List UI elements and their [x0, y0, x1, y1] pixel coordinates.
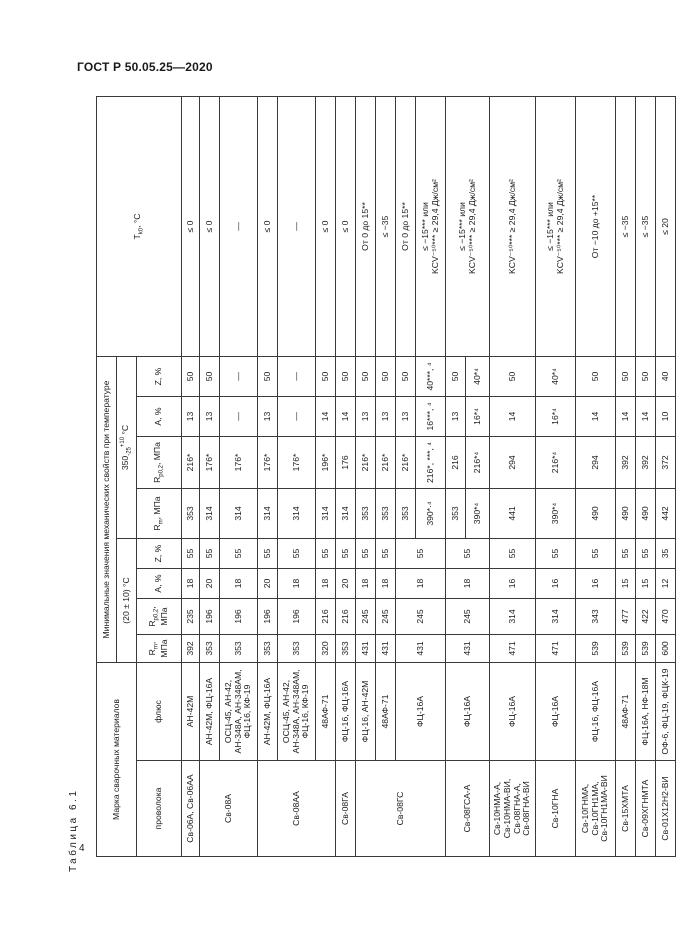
cell-rm350: 314 [258, 489, 278, 539]
header-rp-20 [137, 599, 182, 635]
cell-tk [536, 97, 576, 357]
cell-z20: 35 [656, 539, 676, 569]
cell-a20: 16 [490, 569, 536, 599]
header-tk0-unit: , °С [131, 213, 142, 228]
cell-rp20: 470 [656, 599, 676, 635]
cell-tk: — [220, 97, 258, 357]
header-rm-20-unit: , МПа [146, 639, 170, 658]
cell-rp350: 176* [278, 437, 316, 489]
cell-flux: АН-42М, ФЦ-16А [258, 663, 278, 761]
table-row [220, 97, 258, 857]
cell-z350: 50 [576, 357, 616, 397]
cell-flux: ФЦ-16, ФЦ-16А [576, 663, 616, 761]
header-rp-350-sub: p0,2 [158, 465, 165, 477]
cell-tk: ≤ 0 [316, 97, 336, 357]
cell-rp350: 216* [182, 437, 200, 489]
cell-a350: 13 [182, 397, 200, 437]
cell-rm350: 314 [336, 489, 356, 539]
cell-rm350: 353 [446, 489, 466, 539]
cell-wire: Св-09ХГНМТА [636, 761, 656, 857]
cell-a20: 20 [336, 569, 356, 599]
cell-flux: 48АФ-71 [616, 663, 636, 761]
cell-a350: 14 [576, 397, 616, 437]
cell-rm350: 441 [490, 489, 536, 539]
cell-z350: 50 [200, 357, 220, 397]
cell-tk: KCV⁻⁵⁰*** ≥ 29,4 Дж/см² [490, 97, 536, 357]
cell-tk: От −10 до +15** [576, 97, 616, 357]
cell-tk: ≤ 0 [200, 97, 220, 357]
cell-rm20: 431 [376, 635, 396, 663]
cell-z20: 55 [220, 539, 258, 569]
cell-wire: Св-10НМА-А, Св-10НМА-ВИ, Св-08ГНА-А, Св-08ГНА-ВИ [490, 761, 536, 857]
cell-rp350: 176* [258, 437, 278, 489]
cell-a350: 13 [376, 397, 396, 437]
header-rm-20-sub: m [153, 644, 160, 650]
cell-a20: 18 [356, 569, 376, 599]
cell-rp20: 422 [636, 599, 656, 635]
table-row [278, 97, 316, 857]
cell-rp350: 216 [446, 437, 466, 489]
cell-rp20: 245 [376, 599, 396, 635]
cell-tk: От 0 до 15** [356, 97, 376, 357]
cell-rp20: 196 [278, 599, 316, 635]
cell-rm20: 431 [396, 635, 446, 663]
cell-wire: Св-08ГА [336, 761, 356, 857]
cell-rp20: 245 [396, 599, 446, 635]
cell-tk-line1: ≤ −15*** или [456, 202, 467, 251]
cell-tk: ≤ 0 [258, 97, 278, 357]
table-row [182, 97, 200, 857]
cell-z20: 55 [536, 539, 576, 569]
cell-tk [416, 97, 446, 357]
cell-rm20: 539 [636, 635, 656, 663]
header-z-20: Z, % [137, 539, 182, 569]
cell-tk-line2: KCV⁻⁵⁰*** ≥ 29,4 Дж/см² [466, 179, 477, 274]
cell-z350: — [278, 357, 316, 397]
cell-z350: 50 [182, 357, 200, 397]
cell-z350: 50 [316, 357, 336, 397]
cell-a20: 20 [258, 569, 278, 599]
cell-rp20: 216 [316, 599, 336, 635]
cell-rm350: 390*⁴ [536, 489, 576, 539]
cell-z350: 50 [258, 357, 278, 397]
header-tk0-sub: k0 [138, 227, 145, 235]
cell-z20: 55 [200, 539, 220, 569]
cell-rp350: 216*⁴ [536, 437, 576, 489]
cell-a20: 16 [576, 569, 616, 599]
cell-z20: 55 [182, 539, 200, 569]
cell-z20: 55 [356, 539, 376, 569]
header-rm-20 [137, 635, 182, 663]
table-row [616, 97, 636, 857]
cell-rp350: 216*⁴ [466, 437, 490, 489]
header-rm-350-letter: R [151, 524, 162, 531]
cell-z350: 40 [656, 357, 676, 397]
cell-tk: ≤ 20 [656, 97, 676, 357]
cell-rm350: 490 [616, 489, 636, 539]
cell-rm20: 471 [490, 635, 536, 663]
cell-tk: ≤ −35 [636, 97, 656, 357]
table-row [446, 97, 466, 857]
cell-z20: 55 [576, 539, 616, 569]
cell-rp350: 176* [200, 437, 220, 489]
cell-rm350: 314 [278, 489, 316, 539]
cell-a20: 12 [656, 569, 676, 599]
cell-a350: 13 [356, 397, 376, 437]
cell-rm350: 390*⁴ [466, 489, 490, 539]
cell-rm350: 390*·⁴ [416, 489, 446, 539]
cell-z20: 55 [316, 539, 336, 569]
table-row [316, 97, 336, 857]
cell-a20: 18 [316, 569, 336, 599]
cell-rm350: 314 [316, 489, 336, 539]
cell-a350: 14 [490, 397, 536, 437]
table-row [396, 97, 416, 857]
cell-rp20: 245 [446, 599, 490, 635]
cell-rp350: 294 [576, 437, 616, 489]
cell-rp350: 176* [220, 437, 258, 489]
header-rp-350-unit: , МПа [151, 442, 162, 465]
cell-wire: Св-10ГНМА, Св-10ГН1МА, Св-10ГН1МА-ВИ [576, 761, 616, 857]
cell-rm20: 353 [220, 635, 258, 663]
cell-flux: ФЦ-16, АН-42М [356, 663, 376, 761]
header-rm-20-letter: R [146, 649, 157, 656]
cell-rm350: 314 [200, 489, 220, 539]
cell-z20: 55 [616, 539, 636, 569]
cell-a350: 14 [316, 397, 336, 437]
cell-z350: 50 [636, 357, 656, 397]
cell-rm350: 353 [182, 489, 200, 539]
table-caption: Таблица 6.1 [68, 788, 79, 872]
cell-z20: 55 [636, 539, 656, 569]
cell-flux: ОСЦ-45, АН-42, АН-348А, АН-348АМ, ФЦ-16, КФ-19 [278, 663, 316, 761]
header-a-350: A, % [137, 397, 182, 437]
cell-a350: 16*⁴ [466, 397, 490, 437]
cell-tk-line2: KCV⁻⁵⁰*** ≥ 29,4 Дж/см² [554, 179, 565, 274]
cell-z350: 50 [376, 357, 396, 397]
cell-a20: 20 [200, 569, 220, 599]
header-temp-20: (20 ± 10) °С [117, 539, 137, 663]
cell-z20: 55 [258, 539, 278, 569]
cell-rm20: 353 [278, 635, 316, 663]
cell-a350: 16***, ⁴ [416, 397, 446, 437]
cell-rp350: 216* [356, 437, 376, 489]
cell-a20: 18 [446, 569, 490, 599]
cell-a350: 16*⁴ [536, 397, 576, 437]
cell-wire: Св-08ГСА-А [446, 761, 490, 857]
cell-rp20: 314 [536, 599, 576, 635]
cell-rp20: 196 [258, 599, 278, 635]
header-rm-350-sub: m [158, 519, 165, 525]
cell-a350: 10 [656, 397, 676, 437]
header-rp-20-sub: p0,2 [153, 608, 160, 621]
cell-flux: ФЦ-16А [396, 663, 446, 761]
header-temp-350-sup: +10 [119, 436, 126, 448]
cell-tk: ≤ −35 [376, 97, 396, 357]
cell-wire: Св-01Х12Н2-ВИ [656, 761, 676, 857]
cell-rm20: 471 [536, 635, 576, 663]
table-row [490, 97, 536, 857]
table-row [376, 97, 396, 857]
cell-rm20: 600 [656, 635, 676, 663]
cell-rp350: 294 [490, 437, 536, 489]
cell-rp20: 235 [182, 599, 200, 635]
cell-a20: 18 [182, 569, 200, 599]
cell-wire: Св-08А [200, 761, 258, 857]
cell-rp20: 196 [220, 599, 258, 635]
cell-flux: 48АФ-71 [376, 663, 396, 761]
cell-rp350: 216*, ***, ⁴ [416, 437, 446, 489]
cell-rm350: 353 [376, 489, 396, 539]
cell-rm20: 353 [336, 635, 356, 663]
cell-rm20: 320 [316, 635, 336, 663]
cell-z350: 50 [446, 357, 466, 397]
cell-flux: ФЦ-16А [490, 663, 536, 761]
cell-rp20: 216 [336, 599, 356, 635]
header-flux: флюс [137, 663, 182, 761]
table-row [576, 97, 616, 857]
mechanical-properties-table [96, 96, 676, 857]
page-number: 4 [79, 843, 85, 854]
cell-a350: — [278, 397, 316, 437]
cell-rp20: 343 [576, 599, 616, 635]
cell-rp350: 216* [376, 437, 396, 489]
header-rp-20-letter: R [146, 620, 157, 627]
cell-a350: 13 [446, 397, 466, 437]
cell-tk: ≤ 0 [182, 97, 200, 357]
cell-a350: 14 [336, 397, 356, 437]
cell-flux: 48АФ-71 [316, 663, 336, 761]
document-header: ГОСТ Р 50.05.25—2020 [77, 60, 213, 74]
cell-rp350: 196* [316, 437, 336, 489]
cell-z350: 50 [336, 357, 356, 397]
cell-a20: 15 [636, 569, 656, 599]
cell-a20: 18 [376, 569, 396, 599]
cell-z350: 50 [356, 357, 376, 397]
cell-a350: 13 [396, 397, 416, 437]
cell-z350: 50 [490, 357, 536, 397]
header-rp-20-unit: , МПа [146, 606, 170, 626]
cell-rm20: 353 [200, 635, 220, 663]
table-row [336, 97, 356, 857]
cell-flux: ФЦ-16А [536, 663, 576, 761]
header-temp-350-unit: °С [119, 424, 130, 437]
cell-a350: 13 [258, 397, 278, 437]
cell-rm350: 490 [636, 489, 656, 539]
cell-tk: ≤ −35 [616, 97, 636, 357]
cell-rp350: 392 [616, 437, 636, 489]
header-temp-350-sub: -25 [126, 447, 133, 456]
header-tk0-letter: T [131, 234, 142, 240]
header-temp-350-val: 350 [119, 455, 130, 471]
cell-z350: 40***, ⁴ [416, 357, 446, 397]
cell-rp20: 196 [200, 599, 220, 635]
cell-wire: Св-10ГНА [536, 761, 576, 857]
cell-tk: ≤ 0 [336, 97, 356, 357]
cell-rp20: 477 [616, 599, 636, 635]
cell-rm20: 431 [446, 635, 490, 663]
cell-wire: Св-08АА [258, 761, 336, 857]
header-brand: Марка сварочных материалов [97, 663, 137, 857]
cell-flux: ФЦ-16, ФЦ-16А [336, 663, 356, 761]
cell-a350: — [220, 397, 258, 437]
cell-flux: ФЦ-16А, НФ-18М [636, 663, 656, 761]
table-row [656, 97, 676, 857]
header-a-20: A, % [137, 569, 182, 599]
cell-z350: — [220, 357, 258, 397]
cell-a20: 15 [616, 569, 636, 599]
cell-rm20: 539 [616, 635, 636, 663]
cell-z20: 55 [396, 539, 446, 569]
cell-a20: 18 [220, 569, 258, 599]
cell-flux: ОСЦ-45, АН-42, АН-348А, АН-348АМ, ФЦ-16, КФ-19 [220, 663, 258, 761]
cell-rm350: 353 [356, 489, 376, 539]
cell-z20: 55 [446, 539, 490, 569]
table-row [200, 97, 220, 857]
header-rm-350 [137, 489, 182, 539]
header-tk0 [97, 97, 182, 357]
cell-z20: 55 [336, 539, 356, 569]
cell-rp350: 176 [336, 437, 356, 489]
cell-rp20: 245 [356, 599, 376, 635]
header-rp-350 [137, 437, 182, 489]
cell-rp350: 392 [636, 437, 656, 489]
cell-a20: 16 [536, 569, 576, 599]
cell-z20: 55 [490, 539, 536, 569]
cell-rm350: 490 [576, 489, 616, 539]
cell-a20: 18 [278, 569, 316, 599]
cell-z20: 55 [278, 539, 316, 569]
cell-rm350: 442 [656, 489, 676, 539]
header-temp-350 [117, 357, 137, 539]
cell-a350: 14 [636, 397, 656, 437]
cell-tk-line1: ≤ −15*** или [419, 202, 430, 251]
header-z-350: Z, % [137, 357, 182, 397]
cell-tk-line2: KCV⁻⁵⁰*** ≥ 29,4 Дж/см² [429, 179, 440, 274]
cell-a20: 18 [396, 569, 446, 599]
cell-z350: 40*⁴ [536, 357, 576, 397]
cell-wire: Св-06А, Св-06АА [182, 761, 200, 857]
cell-z350: 50 [396, 357, 416, 397]
cell-rm350: 314 [220, 489, 258, 539]
header-wire: проволока [137, 761, 182, 857]
cell-rm350: 353 [396, 489, 416, 539]
table-row [636, 97, 656, 857]
cell-flux: ОФ-6, ФЦ-19, ФЦК-19 [656, 663, 676, 761]
cell-rp350: 372 [656, 437, 676, 489]
cell-rm20: 353 [258, 635, 278, 663]
cell-wire: Св-08ГС [356, 761, 446, 857]
cell-z350: 40*⁴ [466, 357, 490, 397]
table-row [258, 97, 278, 857]
cell-tk [446, 97, 490, 357]
cell-flux: ФЦ-16А [446, 663, 490, 761]
cell-rm20: 539 [576, 635, 616, 663]
cell-z350: 50 [616, 357, 636, 397]
cell-a350: 14 [616, 397, 636, 437]
cell-tk-line1: ≤ −15*** или [544, 202, 555, 251]
cell-tk: — [278, 97, 316, 357]
cell-wire: Св-15ХМТА [616, 761, 636, 857]
cell-flux: АН-42М [182, 663, 200, 761]
cell-rp350: 216* [396, 437, 416, 489]
header-min-mech: Минимальные значения механических свойств при температуре [97, 357, 117, 663]
cell-z20: 55 [376, 539, 396, 569]
table-row [536, 97, 576, 857]
header-rm-350-unit: , МПа [151, 496, 162, 520]
header-rp-350-letter: R [151, 476, 162, 483]
cell-rm20: 392 [182, 635, 200, 663]
cell-a350: 13 [200, 397, 220, 437]
cell-rp20: 314 [490, 599, 536, 635]
cell-flux: АН-42М, ФЦ-16А [200, 663, 220, 761]
rotated-table-wrapper [96, 97, 670, 857]
table-row [356, 97, 376, 857]
cell-rm20: 431 [356, 635, 376, 663]
cell-tk: От 0 до 15** [396, 97, 416, 357]
